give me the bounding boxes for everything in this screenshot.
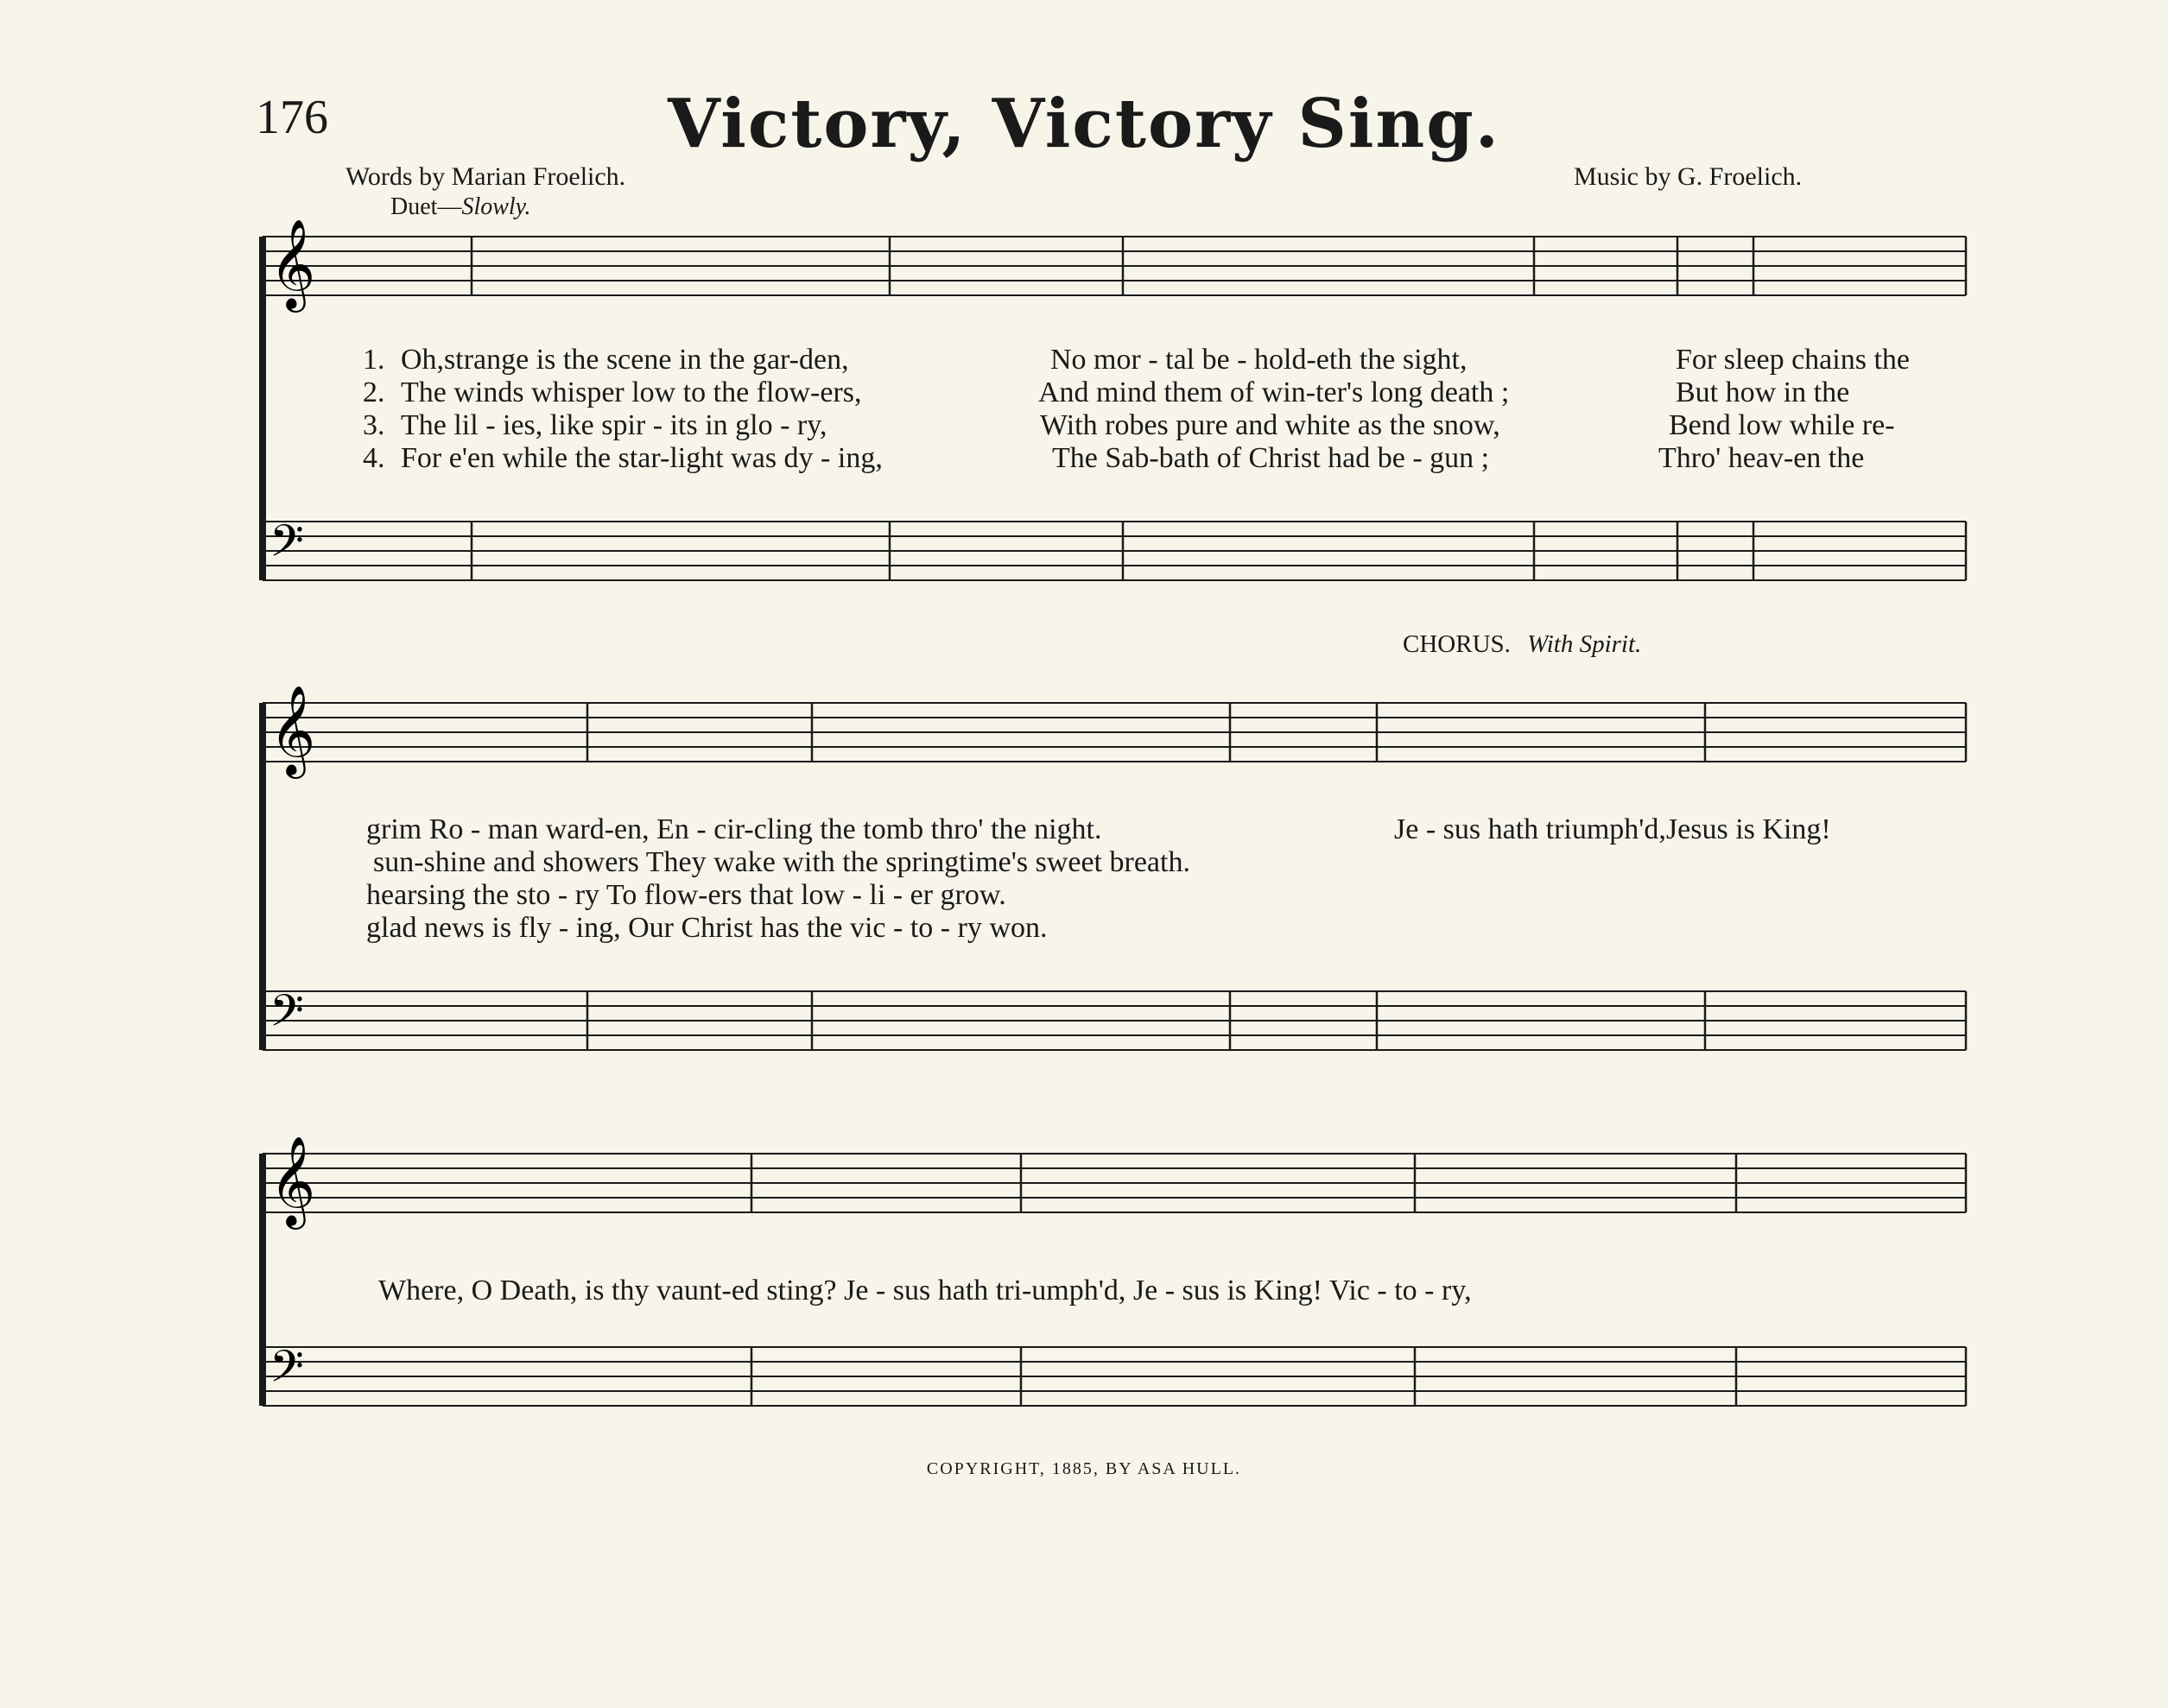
lyric-segment: For e'en while the star-light was dy - ing,	[401, 442, 883, 474]
lyric-segment: With robes pure and white as the snow,	[1040, 409, 1500, 441]
lyric-segment: Thro' heav-en the	[1658, 442, 1865, 474]
bass-clef-icon: 𝄢	[269, 1340, 304, 1403]
verse-number: 4.	[363, 442, 385, 474]
verse-1-continuation: grim Ro - man ward-en, En - cir-cling the tomb thro' the night.	[366, 813, 1102, 845]
lyric-segment: For sleep chains the	[1676, 344, 1910, 376]
tempo-label: Duet	[390, 193, 438, 220]
treble-clef-icon: 𝄞	[269, 1136, 316, 1226]
lyric-segment: The lil - ies, like spir - its in glo - ry,	[401, 409, 827, 441]
lyric-segment: No mor - tal be - hold-eth the sight,	[1050, 344, 1468, 376]
hymn-title: Victory, Victory Sing.	[668, 85, 1500, 163]
lyric-segment: Bend low while re-	[1669, 409, 1895, 441]
page-number: 176	[256, 91, 328, 144]
lyric-segment: The winds whisper low to the flow-ers,	[401, 376, 862, 408]
chorus-lyric-line-2: Where, O Death, is thy vaunt-ed sting? Je - sus hath tri-umph'd, Je - sus is King! Vic - to - ry,	[378, 1275, 1472, 1306]
lyric-segment: But how in the	[1676, 376, 1850, 408]
verse-number: 3.	[363, 409, 385, 441]
lyric-segment: The Sab-bath of Christ had be - gun ;	[1052, 442, 1490, 474]
music-credit: Music by G. Froelich.	[1574, 162, 1803, 191]
tempo-marking: Duet—Slowly.	[390, 193, 531, 220]
tempo-value: Slowly.	[461, 193, 531, 220]
verse-3-continuation: hearsing the sto - ry To flow-ers that low - li - er grow.	[366, 879, 1006, 911]
lyric-segment: Oh,strange is the scene in the gar-den,	[401, 344, 849, 376]
treble-clef-icon: 𝄞	[269, 218, 316, 309]
chorus-label: CHORUS.	[1403, 630, 1511, 658]
verse-number: 2.	[363, 376, 385, 408]
verse-number: 1.	[363, 344, 385, 376]
lyric-segment: And mind them of win-ter's long death ;	[1038, 376, 1510, 408]
bass-clef-icon: 𝄢	[269, 984, 304, 1047]
verse-4-continuation: glad news is fly - ing, Our Christ has the vic - to - ry won.	[366, 912, 1048, 944]
chorus-expression: With Spirit.	[1527, 630, 1642, 658]
chorus-lyric-line-1: Je - sus hath triumph'd,Jesus is King!	[1394, 813, 1831, 845]
treble-clef-icon: 𝄞	[269, 685, 316, 775]
words-credit: Words by Marian Froelich.	[345, 162, 626, 191]
copyright-notice: COPYRIGHT, 1885, BY ASA HULL.	[926, 1459, 1242, 1478]
bass-clef-icon: 𝄢	[269, 515, 304, 578]
verse-2-continuation: sun-shine and showers They wake with the springtime's sweet breath.	[373, 846, 1190, 878]
